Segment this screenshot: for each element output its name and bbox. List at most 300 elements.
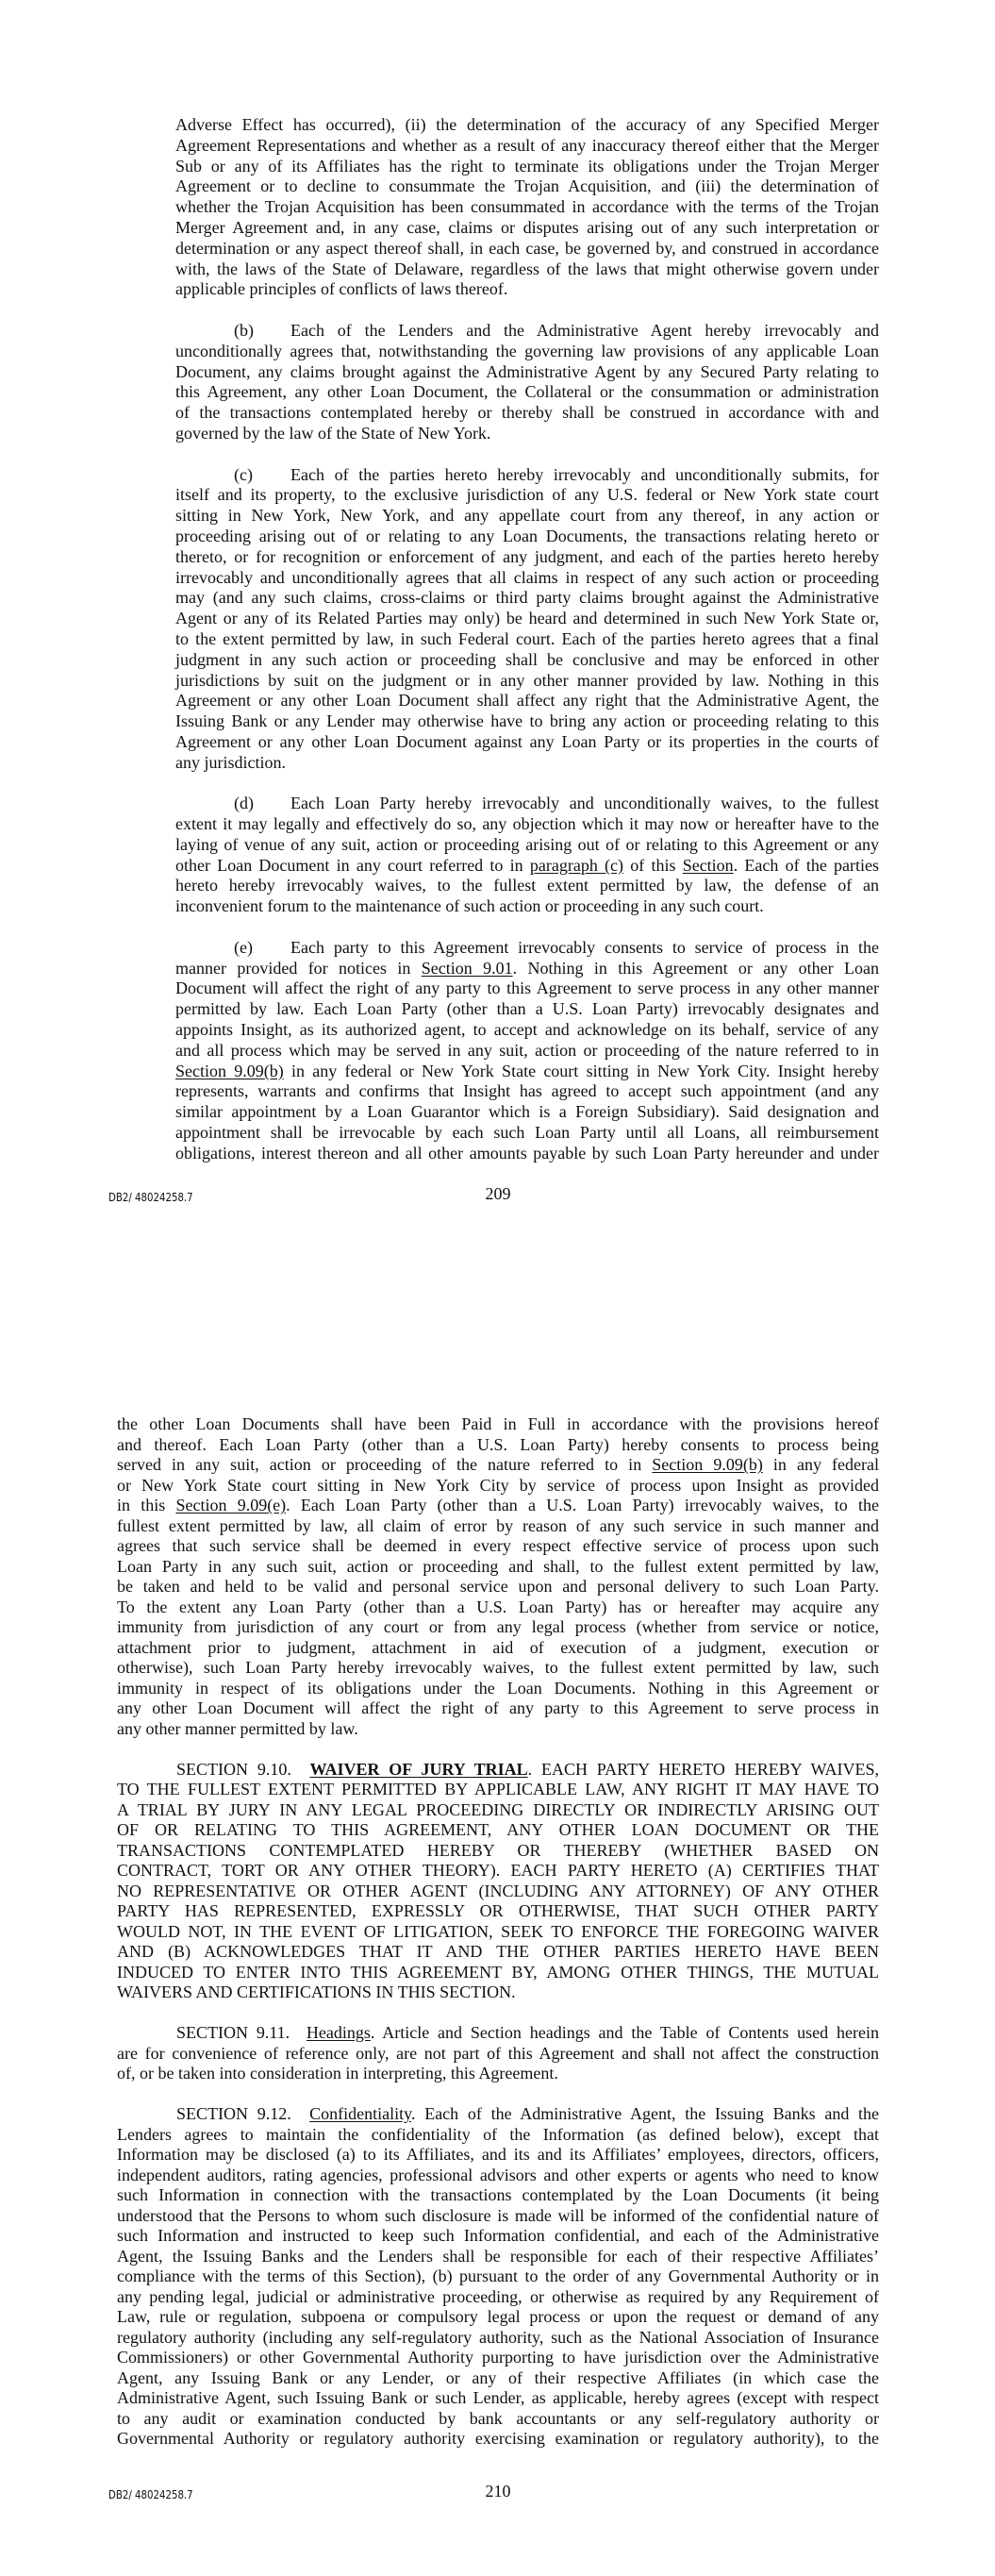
line-text: [175, 856, 879, 875]
line-text: [290, 321, 879, 340]
text-run: immunity from jurisdiction of any court or from any legal process (whether from service or notice,: [117, 1617, 879, 1636]
text-run: be taken and held to be valid and personal service upon and personal delivery to such Loan Party.: [117, 1577, 879, 1596]
text-run: appointment shall be irrevocable by each such Loan Party until all Loans, all reimbursement: [175, 1123, 879, 1143]
text-line: [175, 424, 879, 444]
text-line: [117, 2328, 879, 2349]
paragraph: [117, 2023, 879, 2084]
text-run: represents, warrants and confirms that Insight has agreed to accept such appointment (and any: [175, 1081, 879, 1101]
line-text: [117, 1800, 879, 1819]
text-run: OF OR RELATING TO THIS AGREEMENT, ANY OTHER LOAN DOCUMENT OR THE: [117, 1820, 879, 1839]
text-run: Law, rule or regulation, subpoena or compulsory legal process or upon the request or demand of any: [117, 2307, 879, 2326]
text-line: [175, 835, 879, 856]
line-text: [175, 609, 879, 627]
line-text: [175, 218, 879, 237]
section-number: SECTION 9.12.: [176, 2104, 291, 2123]
text-line: [117, 2429, 879, 2450]
text-line: [117, 1638, 879, 1659]
line-text: [117, 1617, 879, 1636]
text-run: compliance with the terms of this Section), (b) pursuant to the order of any Governmental Authority or in: [117, 2267, 879, 2285]
text-line: [175, 1144, 879, 1164]
text-line: [175, 711, 879, 732]
text-run: attachment prior to judgment, attachment in aid of execution of a judgment, execution or: [117, 1637, 879, 1657]
text-line: [117, 1820, 879, 1841]
text-line: [117, 2267, 879, 2287]
text-run: Document, any claims brought against the Administrative Agent by any Secured Party relating to: [175, 361, 879, 381]
text-run: with, the laws of the State of Delaware, regardless of the laws that might otherwise govern under: [175, 259, 879, 278]
text-run: . EACH PARTY HERETO HEREBY WAIVES,: [527, 1759, 880, 1779]
line-text: [175, 1102, 879, 1121]
text-run: may (and any such claims, cross-claims or third party claims brought against the Administrative: [175, 588, 879, 608]
text-line: [175, 157, 879, 177]
text-line: [175, 342, 879, 362]
text-run: the other Loan Documents shall have been Paid in Full in accordance with the provisions hereof: [117, 1414, 879, 1433]
text-run: other Loan Document in any court referred to in: [175, 855, 530, 875]
paragraph: [175, 465, 879, 774]
line-text: [175, 711, 879, 730]
line-text: [175, 588, 879, 607]
text-run: of this: [623, 855, 683, 875]
text-line: [175, 753, 879, 774]
text-line: [117, 1577, 879, 1597]
text-run: determination or any aspect thereof shall, in each case, be governed by, and construed in accordance: [175, 238, 879, 258]
text-run: Adverse Effect has occurred), (ii) the determination of the accuracy of any Specified Merger: [175, 115, 879, 134]
text-line: [117, 1760, 879, 1781]
text-run: . Nothing in this Agreement or any other Loan: [512, 958, 879, 978]
paragraph: [117, 2104, 879, 2450]
text-line: [175, 465, 879, 486]
text-line: [117, 2368, 879, 2389]
line-text: [117, 1922, 879, 1941]
section-reference: paragraph (c): [529, 855, 624, 875]
text-line: [117, 1496, 879, 1516]
line-text: [117, 1496, 879, 1514]
text-run: in any federal: [762, 1455, 879, 1474]
text-run: To the extent any Loan Party (other than a U.S. Loan Party) has or hereafter may acquire any: [117, 1597, 879, 1616]
line-text: [117, 1942, 879, 1961]
text-line: [175, 814, 879, 835]
text-run: Each of the parties hereto hereby irrevocably and unconditionally submits, for: [290, 464, 879, 484]
text-line: [175, 321, 879, 342]
line-text: [175, 382, 879, 401]
line-text: [175, 1123, 879, 1142]
text-line: [175, 732, 879, 753]
text-line: [117, 1982, 879, 2003]
line-text: [175, 239, 879, 258]
text-line: [117, 1536, 879, 1557]
text-run: TRANSACTIONS CONTEMPLATED HEREBY OR THEREBY (WHETHER BASED ON: [117, 1840, 879, 1860]
text-line: [175, 959, 879, 979]
line-text: [117, 2044, 879, 2063]
text-line: [117, 1780, 879, 1800]
text-run: of, or be taken into consideration in interpreting, this Agreement.: [117, 2064, 558, 2083]
line-text: [175, 876, 879, 895]
text-run: . Each Loan Party (other than a U.S. Loan Party) irrevocably waives, to the: [286, 1496, 879, 1514]
line-text: [176, 2023, 879, 2042]
line-text: [117, 2388, 879, 2407]
text-run: . Each of the parties: [733, 855, 880, 875]
text-run: jurisdictions by suit on the judgment or in any other manner provided by law. Nothing in this: [175, 670, 879, 690]
line-text: [117, 1679, 879, 1698]
text-run: Each of the Lenders and the Administrative Agent hereby irrevocably and: [290, 320, 879, 340]
text-run: Agreement or any other Loan Document against any Loan Party or its properties in the courts of: [175, 731, 879, 751]
paragraph-label: (b): [234, 320, 254, 340]
text-line: [117, 1617, 879, 1638]
text-line: [175, 527, 879, 547]
text-run: WAIVERS AND CERTIFICATIONS IN THIS SECTION.: [117, 1982, 516, 2001]
text-run: in this: [117, 1496, 176, 1514]
text-run: laying of venue of any suit, action or proceeding arising out of or relating to this Agreement or any: [175, 834, 879, 854]
text-line: [117, 1861, 879, 1882]
section-heading: WAIVER OF JURY TRIAL: [309, 1759, 528, 1779]
line-text: [117, 1882, 879, 1900]
text-run: fullest extent permitted by law, all claim of error by reason of any such service in such manner and: [117, 1515, 879, 1535]
text-line: [117, 1922, 879, 1943]
text-run: manner provided for notices in: [175, 958, 422, 978]
text-line: [175, 896, 879, 917]
text-line: [117, 1719, 879, 1740]
text-run: CONTRACT, TORT OR ANY OTHER THEORY). EACH PARTY HERETO (A) CERTIFIES THAT: [117, 1861, 879, 1880]
paragraph-label: (c): [234, 464, 253, 484]
line-text: [117, 2185, 879, 2204]
text-line: [117, 1800, 879, 1821]
text-run: any other Loan Document will affect the right of any party to this Agreement to serve process in: [117, 1698, 879, 1717]
text-line: [117, 1658, 879, 1679]
text-run: Agent, the Issuing Banks and the Lenders shall be responsible for each of their respective Affiliates’: [117, 2246, 879, 2266]
line-text: [175, 403, 879, 422]
text-run: itself and its property, to the exclusive jurisdiction of any U.S. federal or New York state court: [175, 485, 879, 505]
paragraph: [175, 938, 879, 1164]
text-line: [175, 506, 879, 527]
line-text: [117, 2145, 879, 2164]
text-run: Lenders agrees to maintain the confidentiality of the Information (as defined below), except that: [117, 2124, 879, 2144]
text-run: proceeding arising out of or relating to any Loan Documents, the transactions relating hereto or: [175, 526, 879, 545]
text-line: [175, 382, 879, 403]
text-run: sitting in New York, New York, and any appellate court from any thereof, in any action or: [175, 506, 879, 526]
text-line: [175, 671, 879, 692]
page-210-body: [117, 1414, 879, 2469]
line-text: [117, 2368, 879, 2387]
text-line: [117, 2166, 879, 2186]
text-run: inconvenient forum to the maintenance of such action or proceeding in any such court.: [175, 896, 764, 916]
line-text: [117, 1536, 879, 1555]
text-run: permitted by law. Each Loan Party (other than a U.S. Loan Party) irrevocably designates and: [175, 999, 879, 1019]
text-line: [175, 568, 879, 589]
text-run: otherwise), such Loan Party hereby irrevocably waives, to the fullest extent permitted by law, such: [117, 1658, 879, 1677]
line-text: [175, 1020, 879, 1039]
text-line: [117, 1597, 879, 1618]
line-text: [175, 568, 879, 587]
document-id: DB2/ 48024258.7: [108, 2488, 193, 2501]
line-text: [175, 176, 879, 195]
text-run: hereto hereby irrevocably waives, to the fullest extent permitted by law, the defense of an: [175, 876, 879, 895]
text-run: whether the Trojan Acquisition has been consummated in accordance with the terms of the Trojan: [175, 197, 879, 217]
line-text: [117, 2429, 879, 2448]
section-reference: Section 9.09(b): [175, 1061, 284, 1080]
line-text: [175, 671, 879, 690]
line-text: [175, 1081, 879, 1100]
text-run: Agreement or to decline to consummate the Trojan Acquisition, and (iii) the determination of: [175, 176, 879, 196]
paragraph-label: (d): [234, 794, 254, 813]
text-line: [175, 218, 879, 239]
text-line: [117, 2064, 879, 2084]
text-run: Agent or any of its Related Parties may only) be heard and determined in such New York State or,: [175, 609, 879, 628]
text-run: Issuing Bank or any Lender may otherwise have to bring any action or proceeding relating to this: [175, 711, 879, 731]
text-line: [175, 403, 879, 424]
line-text: [176, 2104, 879, 2123]
line-text: [175, 506, 879, 525]
line-text: [175, 279, 507, 298]
text-run: this Agreement, any other Loan Document, the Collateral or the consummation or administration: [175, 382, 879, 402]
text-line: [117, 1963, 879, 1983]
paragraph: [175, 115, 879, 300]
line-text: [175, 753, 286, 772]
line-text: [175, 342, 879, 360]
line-text: [117, 1861, 879, 1880]
line-text: [290, 794, 879, 812]
line-text: [175, 1144, 879, 1163]
text-line: [117, 1882, 879, 1902]
text-line: [175, 485, 879, 506]
line-text: [117, 1557, 879, 1576]
text-line: [117, 1698, 879, 1719]
line-text: [175, 1041, 879, 1060]
line-text: [175, 485, 879, 504]
line-text: [117, 1963, 879, 1982]
line-text: [175, 999, 879, 1018]
text-line: [117, 2145, 879, 2166]
text-line: [175, 938, 879, 959]
line-text: [117, 1780, 879, 1798]
text-line: [117, 2023, 879, 2044]
section-reference: Section: [682, 855, 734, 875]
text-line: [117, 2185, 879, 2206]
text-line: [117, 1414, 879, 1435]
line-text: [175, 259, 879, 278]
line-text: [175, 691, 879, 710]
line-text: [175, 362, 879, 381]
text-line: [117, 1476, 879, 1497]
line-text: [117, 2267, 879, 2285]
text-line: [175, 609, 879, 629]
text-run: any pending legal, judicial or administrative proceeding, or otherwise as required by any Requirement of: [117, 2286, 879, 2306]
line-text: [117, 1982, 516, 2001]
line-text: [117, 2125, 879, 2144]
line-text: [175, 136, 879, 155]
text-line: [175, 1102, 879, 1123]
line-text: [175, 650, 879, 669]
text-run: obligations, interest thereon and all other amounts payable by such Loan Party hereunder and under: [175, 1143, 879, 1163]
paragraph: [175, 321, 879, 444]
line-text: [175, 547, 879, 566]
section-reference: Section 9.09(e): [175, 1496, 287, 1514]
text-line: [117, 1942, 879, 1963]
text-line: [175, 362, 879, 383]
text-run: Governmental Authority or regulatory authority exercising examination or regulatory authority), to the: [117, 2429, 879, 2448]
text-run: such Information and instructed to keep such Information confidential, and each of the Administrative: [117, 2226, 879, 2245]
section-number: SECTION 9.10.: [176, 1759, 291, 1779]
text-run: Agreement or any other Loan Document shall affect any right that the Administrative Agent, the: [175, 691, 879, 711]
line-text: [117, 1698, 879, 1717]
text-run: thereto, or for recognition or enforcement of any judgment, and each of the parties hereto hereby: [175, 546, 879, 566]
text-line: [117, 1679, 879, 1699]
line-text: [117, 1577, 879, 1596]
line-text: [117, 1476, 879, 1495]
text-run: INDUCED TO ENTER INTO THIS AGREEMENT BY, AMONG OTHER THINGS, THE MUTUAL: [117, 1962, 879, 1982]
text-line: [175, 1062, 879, 1082]
section-reference: Section 9.09(b): [652, 1455, 763, 1474]
text-run: independent auditors, rating agencies, professional advisors and other experts or agents who need to know: [117, 2165, 879, 2184]
line-text: [117, 2206, 879, 2225]
text-run: agrees that such service shall be deemed in every respect effective service of process upon such: [117, 1536, 879, 1555]
line-text: [290, 938, 879, 957]
text-line: [117, 2307, 879, 2328]
section-heading: Headings: [306, 2023, 371, 2042]
section-heading: Confidentiality: [309, 2104, 411, 2123]
text-run: of the transactions contemplated hereby or thereby shall be construed in accordance with and: [175, 403, 879, 423]
text-line: [175, 176, 879, 197]
line-text: [117, 2166, 879, 2184]
text-line: [117, 2044, 879, 2065]
text-run: Merger Agreement and, in any case, claims or disputes arising out of any such interpretation or: [175, 217, 879, 237]
text-run: AND (B) ACKNOWLEDGES THAT IT AND THE OTHER PARTIES HERETO HAVE BEEN: [117, 1942, 879, 1961]
line-text: [117, 2247, 879, 2266]
text-run: NO REPRESENTATIVE OR OTHER AGENT (INCLUDING ANY ATTORNEY) OF ANY OTHER: [117, 1881, 879, 1900]
text-line: [117, 1841, 879, 1862]
text-line: [117, 1901, 879, 1922]
text-run: unconditionally agrees that, notwithstanding the governing law provisions of any applicable Loan: [175, 341, 879, 360]
text-run: Loan Party in any such suit, action or proceeding and shall, to the fullest extent permitted by law,: [117, 1556, 879, 1576]
line-text: [117, 1901, 879, 1920]
line-text: [175, 732, 879, 751]
text-line: [175, 629, 879, 650]
text-run: extent it may legally and effectively do so, any objection which it may now or hereafter have to the: [175, 814, 879, 834]
text-run: any jurisdiction.: [175, 752, 286, 772]
paragraph-label: (e): [234, 937, 253, 957]
text-run: . Each of the Administrative Agent, the Issuing Banks and the: [410, 2104, 880, 2123]
text-run: immunity in respect of its obligations under the Loan Documents. Nothing in this Agreement or: [117, 1678, 879, 1698]
text-line: [117, 1435, 879, 1456]
line-text: [175, 197, 879, 216]
text-run: such Information in connection with the transactions contemplated by the Loan Documents (it being: [117, 2185, 879, 2204]
text-run: understood that the Persons to whom such disclosure is made will be informed of the confidential nature of: [117, 2205, 879, 2225]
text-run: A TRIAL BY JURY IN ANY LEGAL PROCEEDING DIRECTLY OR INDIRECTLY ARISING OUT: [117, 1799, 879, 1819]
line-text: [117, 1597, 879, 1616]
line-text: [117, 1820, 879, 1839]
text-run: in any federal or New York State court sitting in New York City. Insight hereby: [283, 1061, 879, 1080]
text-line: [117, 1557, 879, 1578]
text-line: [117, 2388, 879, 2409]
line-text: [175, 835, 879, 854]
text-run: or New York State court sitting in New York City by service of process upon Insight as provided: [117, 1475, 879, 1495]
text-line: [117, 1516, 879, 1537]
line-text: [117, 1455, 879, 1474]
text-run: governed by the law of the State of New York.: [175, 423, 491, 443]
text-line: [175, 547, 879, 568]
line-text: [117, 2409, 879, 2428]
line-text: [175, 527, 879, 545]
text-run: Agent, any Issuing Bank or any Lender, or any of their respective Affiliates (in which case the: [117, 2367, 879, 2387]
text-run: appoints Insight, as its authorized agent, to accept and acknowledge on its behalf, service of any: [175, 1020, 879, 1040]
text-run: applicable principles of conflicts of laws thereof.: [175, 279, 508, 299]
text-run: and thereof. Each Loan Party (other than a U.S. Loan Party) hereby consents to process being: [117, 1434, 879, 1454]
text-line: [117, 2206, 879, 2227]
line-text: [117, 1516, 879, 1535]
line-text: [117, 1414, 879, 1433]
line-text: [117, 2287, 879, 2306]
text-line: [175, 259, 879, 280]
text-run: Agreement Representations and whether as a result of any inaccuracy thereof either that the Merger: [175, 135, 879, 155]
text-run: Information may be disclosed (a) to its Affiliates, and its and its Affiliates’ employees, directors, officers,: [117, 2145, 879, 2164]
text-run: . Article and Section headings and the Table of Contents used herein: [370, 2023, 879, 2042]
text-line: [175, 650, 879, 671]
text-line: [175, 239, 879, 259]
text-line: [117, 2409, 879, 2430]
text-line: [175, 279, 879, 300]
line-text: [117, 1435, 879, 1454]
text-line: [175, 1020, 879, 1041]
text-line: [175, 1041, 879, 1062]
text-line: [175, 115, 879, 136]
paragraph: [117, 1760, 879, 2003]
line-text: [175, 115, 879, 134]
text-run: similar appointment by a Loan Guarantor which is a Foreign Subsidiary). Said designation and: [175, 1102, 879, 1122]
text-line: [175, 856, 879, 877]
text-run: Each Loan Party hereby irrevocably and unconditionally waives, to the fullest: [290, 794, 879, 813]
line-text: [117, 2307, 879, 2326]
line-text: [175, 979, 879, 997]
text-line: [175, 197, 879, 218]
text-run: are for convenience of reference only, are not part of this Agreement and shall not affect the construction: [117, 2043, 879, 2063]
page-number: 209: [485, 1184, 511, 1203]
section-reference: Section 9.01: [421, 958, 513, 978]
text-run: irrevocably and unconditionally agrees that all claims in respect of any such action or proceeding: [175, 567, 879, 587]
text-run: Administrative Agent, such Issuing Bank or such Lender, as applicable, hereby agrees (except with respect: [117, 2388, 879, 2407]
text-run: and all process which may be served in any suit, action or proceeding of the nature referred to in: [175, 1040, 879, 1060]
text-run: Document will affect the right of any party to this Agreement to serve process in any other manner: [175, 979, 879, 998]
text-line: [117, 2287, 879, 2308]
line-text: [117, 2226, 879, 2245]
line-text: [117, 2348, 879, 2367]
paragraph: [175, 794, 879, 917]
text-line: [175, 691, 879, 711]
line-text: [175, 814, 879, 833]
text-line: [175, 588, 879, 609]
text-line: [117, 2348, 879, 2368]
text-line: [117, 2247, 879, 2267]
document-id: DB2/ 48024258.7: [108, 1191, 193, 1204]
text-run: TO THE FULLEST EXTENT PERMITTED BY APPLICABLE LAW, ANY RIGHT IT MAY HAVE TO: [117, 1780, 879, 1798]
text-line: [175, 876, 879, 896]
text-run: Commissioners) or other Governmental Authority purporting to have jurisdiction over the Administrative: [117, 2348, 879, 2367]
text-run: regulatory authority (including any self-regulatory authority, such as the National Association of Insurance: [117, 2327, 879, 2347]
text-run: Sub or any of its Affiliates has the right to terminate its obligations under the Trojan Merger: [175, 156, 879, 176]
text-line: [117, 2226, 879, 2247]
text-run: PARTY HAS REPRESENTED, EXPRESSLY OR OTHERWISE, THAT SUCH OTHER PARTY: [117, 1901, 879, 1920]
line-text: [290, 465, 879, 484]
text-line: [117, 1455, 879, 1476]
section-number: SECTION 9.11.: [176, 2023, 290, 2042]
text-line: [117, 2125, 879, 2146]
line-text: [175, 1062, 879, 1080]
line-text: [175, 424, 490, 443]
text-line: [175, 979, 879, 999]
line-text: [175, 896, 764, 915]
page-number: 210: [485, 2482, 511, 2501]
text-run: Each party to this Agreement irrevocably consents to service of process in the: [290, 937, 879, 957]
text-line: [117, 2104, 879, 2125]
text-line: [175, 1123, 879, 1144]
line-text: [117, 1841, 879, 1860]
